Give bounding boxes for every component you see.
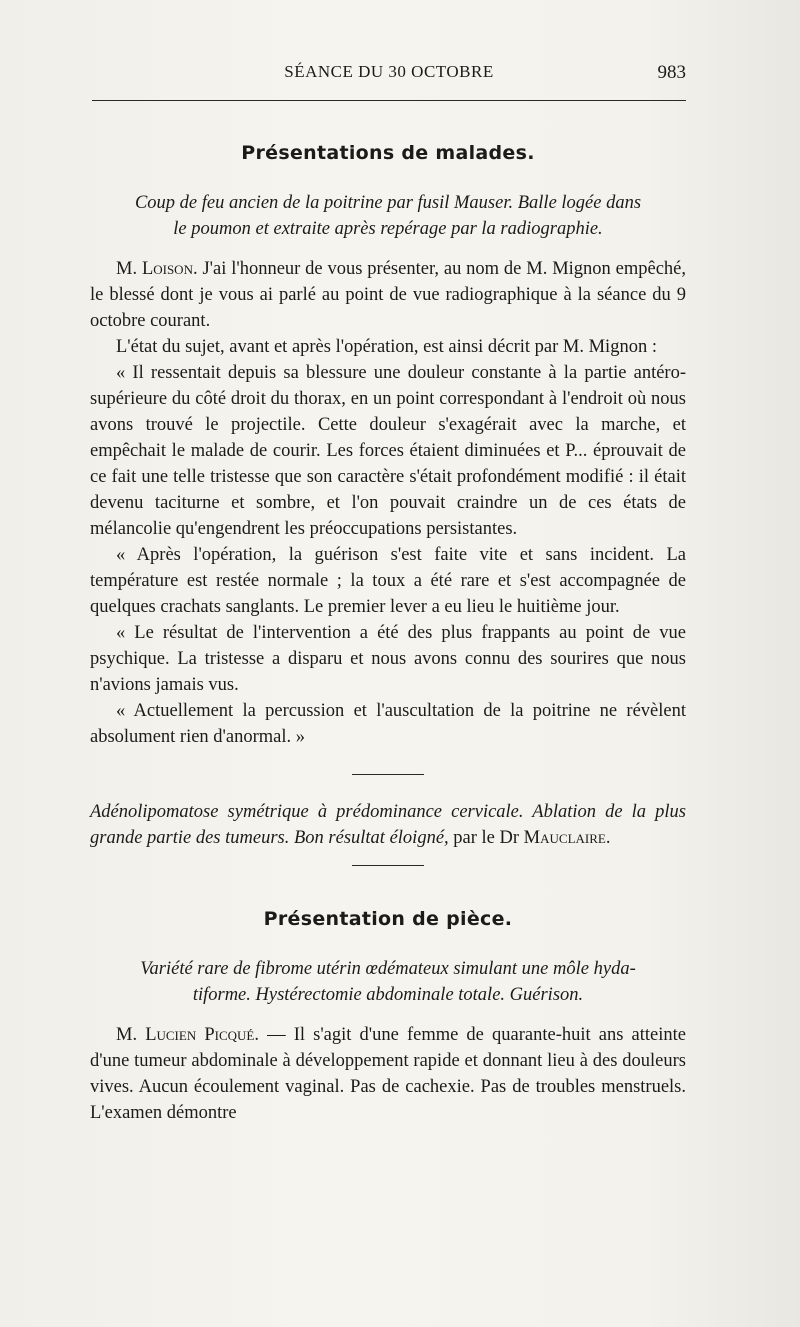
case-title-line-2: le poumon et extraite après repérage par la radiographie. [173, 219, 603, 239]
case-title-line-1: Coup de feu ancien de la poitrine par fusil Mauser. Balle logée dans [134, 193, 642, 213]
paragraph-text: — Il s'agit d'une femme de quarante-huit ans atteinte d'une tumeur abdominale à développement rapide et donnant lieu à des douleurs vives. Aucun écoulement vaginal. Pas de cachexie. Pas de troubles menstruels. L'examen démontre [90, 1025, 686, 1123]
author-prefix: Dr [499, 828, 520, 848]
paragraph-loison [90, 256, 686, 334]
paragraph-picque [90, 1022, 686, 1126]
speaker-name: M. Lucien Picqué. [116, 1025, 259, 1045]
paragraph: L'état du sujet, avant et après l'opération, est ainsi décrit par M. Mignon : [116, 337, 657, 357]
case-title-text: Adénolipomatose symétrique à prédominance cervicale. Ablation de la plus grande partie des tumeurs. Bon résultat éloigné, [90, 802, 686, 848]
case-title-line-2: tiforme. Hystérectomie abdominale totale. Guérison. [192, 985, 584, 1005]
section-heading-presentations-malades: Présentations de malades. [241, 142, 535, 164]
paragraph: « Actuellement la percussion et l'auscultation de la poitrine ne révèlent absolument rien d'anormal. » [90, 701, 686, 747]
running-head-title: SÉANCE DU 30 OCTOBRE [284, 62, 494, 81]
by-label: par le [453, 828, 495, 848]
paragraph: « Il ressentait depuis sa blessure une douleur constante à la partie antéro-supérieure du côté droit du thorax, en un point correspondant à l'endroit où nous avons trouvé le projectile. Cette douleur s'exagérait avec la marche, et empêchait le malade de courir. Les forces étaient diminuées et P... éprouvait de ce fait une telle tristesse que son caractère s'était profondément modifié : il était devenu taciturne et sombre, et l'on pouvait craindre un de ces états de mélancolie qu'engendrent les préoccupations persistantes. [90, 363, 686, 539]
paragraph: « Après l'opération, la guérison s'est faite vite et sans incident. La température est restée normale ; la toux a été rare et s'est accompagnée de quelques crachats sanglants. Le premier lever a eu lieu le huitième jour. [90, 545, 686, 617]
running-head [92, 62, 686, 92]
paragraph-text: J'ai l'honneur de vous présenter, au nom de M. Mignon empêché, le blessé dont je vous ai parlé au point de vue radiographique à la séance du 9 octobre courant. [90, 259, 687, 331]
case-title-mauclaire [90, 799, 686, 851]
case-title-line-1: Variété rare de fibrome utérin œdémateux simulant une môle hyda- [140, 959, 636, 979]
author-name: Mauclaire. [523, 828, 611, 848]
section-heading-presentation-piece: Présentation de pièce. [263, 908, 513, 930]
article-body [90, 140, 686, 1126]
header-rule [92, 100, 686, 101]
page-number: 983 [657, 62, 686, 83]
speaker-name: M. Loison. [116, 259, 198, 279]
paragraph: « Le résultat de l'intervention a été des plus frappants au point de vue psychique. La tristesse a disparu et nous avons connu des sourires que nous n'avions jamais vus. [90, 623, 686, 695]
